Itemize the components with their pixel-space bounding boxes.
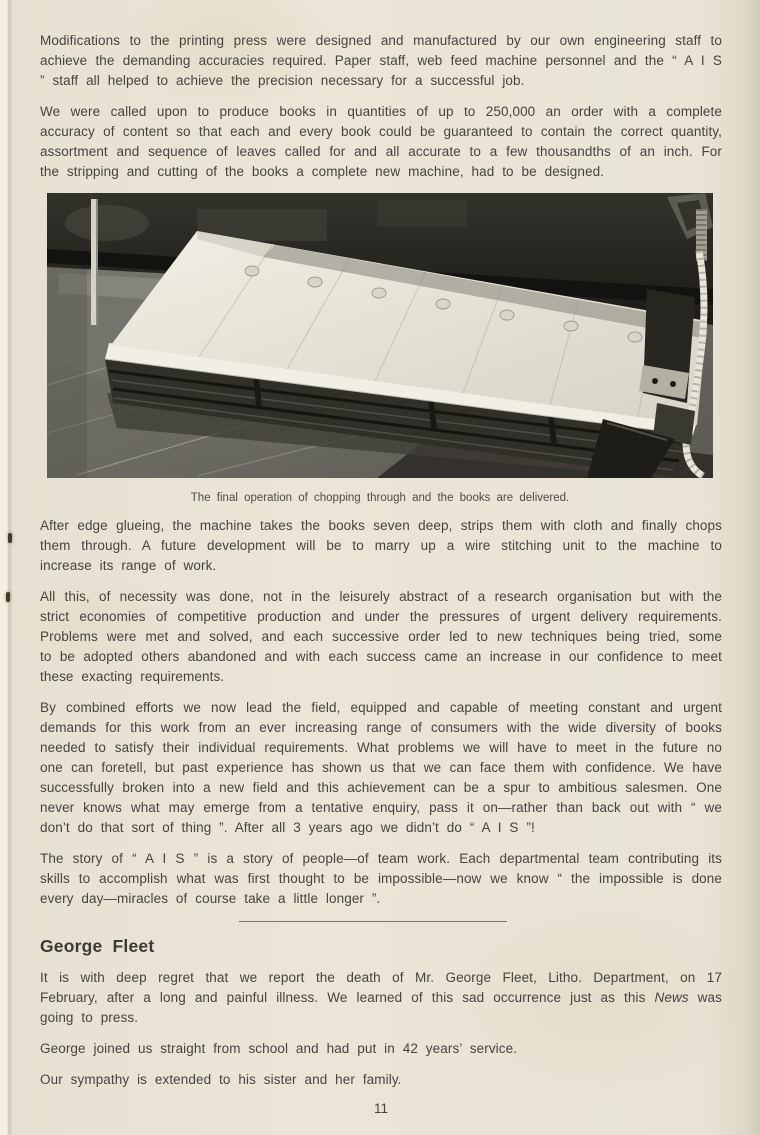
body-paragraph: Modifications to the printing press were designed and manufactured by our own engineering staff to achieve the demanding accuracies required. Paper staff, web feed machine personnel and the “ A I S ” staff all helped to achieve the precision necessary for a successful job. (40, 33, 722, 88)
obituary-heading: George Fleet (40, 936, 155, 956)
body-paragraph: The story of “ A I S ” is a story of people—of team work. Each departmental team contributing its skills to accomplish what was first thought to be impossible—now we know “ the impossible is done every day—miracles of course take a little longer ”. (40, 851, 722, 906)
section-divider (239, 921, 507, 922)
staple-mark (6, 592, 10, 602)
body-paragraph: By combined efforts we now lead the field, equipped and capable of meeting constant and urgent demands for this work from an ever increasing range of consumers with the wide diversity of books needed to satisfy their individual requirements. What problems we will have to meet in the future no one can foretell, but past experience has shown us that we can face them with confidence. We have successfully broken into a new field and this achievement can be a spur to ambitious salesmen. One never knows what may emerge from a tentative enquiry, pass it on—rather than back out with “ we don’t do that sort of thing ”. After all 3 years ago we didn’t do “ A I S ”! (40, 700, 722, 835)
newsletter-name-italic: News (654, 990, 689, 1005)
staple-mark (8, 533, 12, 543)
photo-caption: The final operation of chopping through and the books are delivered. (190, 492, 570, 504)
body-paragraph: After edge glueing, the machine takes the books seven deep, strips them with cloth and finally chops them through. A future development will be to marry up a wire stitching unit to the machine to increase its range of work. (40, 518, 722, 573)
obituary-text-after-italic: was going to press. (40, 990, 722, 1025)
machine-photo (47, 193, 713, 506)
books-chopping-machine-illustration (47, 193, 713, 478)
obituary-paragraph: Our sympathy is extended to his sister and her family. (40, 1072, 402, 1087)
obituary-paragraph (40, 968, 722, 1028)
page-content (40, 0, 722, 1116)
body-paragraph: All this, of necessity was done, not in the leisurely abstract of a research organisation but with the strict economies of competitive production and under the pressures of urgent delivery requirements. Problems were met and solved, and each successive order led to new techniques being tried, some to be adopted others abandoned and with each success came an increase in our confidence to meet these exacting requirements. (40, 589, 722, 684)
page-number: 11 (373, 1101, 388, 1116)
body-paragraph: We were called upon to produce books in quantities of up to 250,000 an order with a complete accuracy of content so that each and every book could be guaranteed to contain the correct quantity, assortment and sequence of leaves called for and all accurate to a few thousandths of an inch. For the stripping and cutting of the books a complete new machine, had to be designed. (40, 104, 722, 179)
obituary-text-before-italic: It is with deep regret that we report the death of Mr. George Fleet, Litho. Department, on 17 February, after a long and painful illness. We learned of this sad occurrence just as this (40, 970, 722, 1005)
obituary-paragraph: George joined us straight from school and had put in 42 years’ service. (40, 1041, 518, 1056)
